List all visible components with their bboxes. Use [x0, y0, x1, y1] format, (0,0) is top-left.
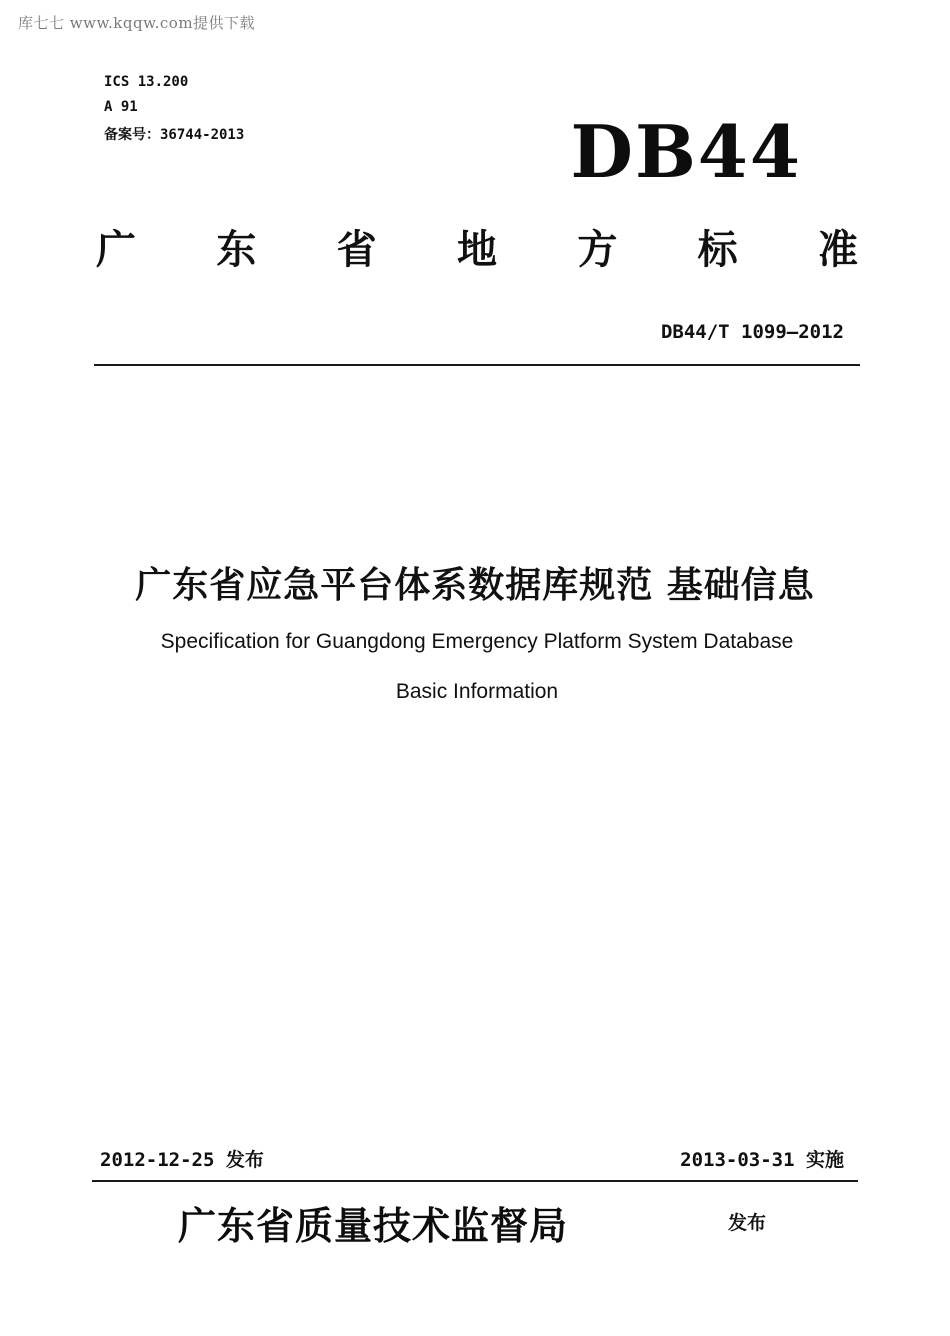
standard-type-char: 地: [456, 227, 497, 273]
ics-code: ICS 13.200: [104, 74, 189, 90]
issue-date: 2012-12-25 发布: [100, 1149, 264, 1171]
record-number: 备案号：36744-2013: [104, 127, 245, 143]
standard-number: DB44/T 1099—2012: [660, 321, 844, 343]
standard-code-logo: DB44: [570, 109, 802, 194]
issuing-authority: 广东省质量技术监督局: [178, 1203, 569, 1248]
standard-type-char: 省: [336, 227, 377, 273]
issuing-authority-suffix: 发布: [728, 1212, 767, 1234]
document-title-english-line1: Specification for Guangdong Emergency Platform System Database: [160, 630, 794, 653]
watermark-text: 库七七 www.kqqw.com提供下载: [18, 14, 256, 32]
document-title-english-line2: Basic Information: [395, 680, 559, 703]
top-divider: [94, 364, 860, 366]
classification-code: A 91: [104, 99, 138, 115]
standard-type-char: 方: [577, 227, 618, 273]
standard-type-heading: [96, 218, 858, 275]
document-title-chinese: 广东省应急平台体系数据库规范 基础信息: [135, 565, 815, 606]
standard-type-char: 准: [817, 227, 858, 273]
standard-type-char: 东: [216, 227, 257, 273]
standard-type-char: 标: [697, 227, 738, 273]
bottom-divider: [92, 1180, 858, 1182]
standard-type-char: 广: [96, 227, 136, 273]
effective-date: 2013-03-31 实施: [680, 1149, 844, 1171]
